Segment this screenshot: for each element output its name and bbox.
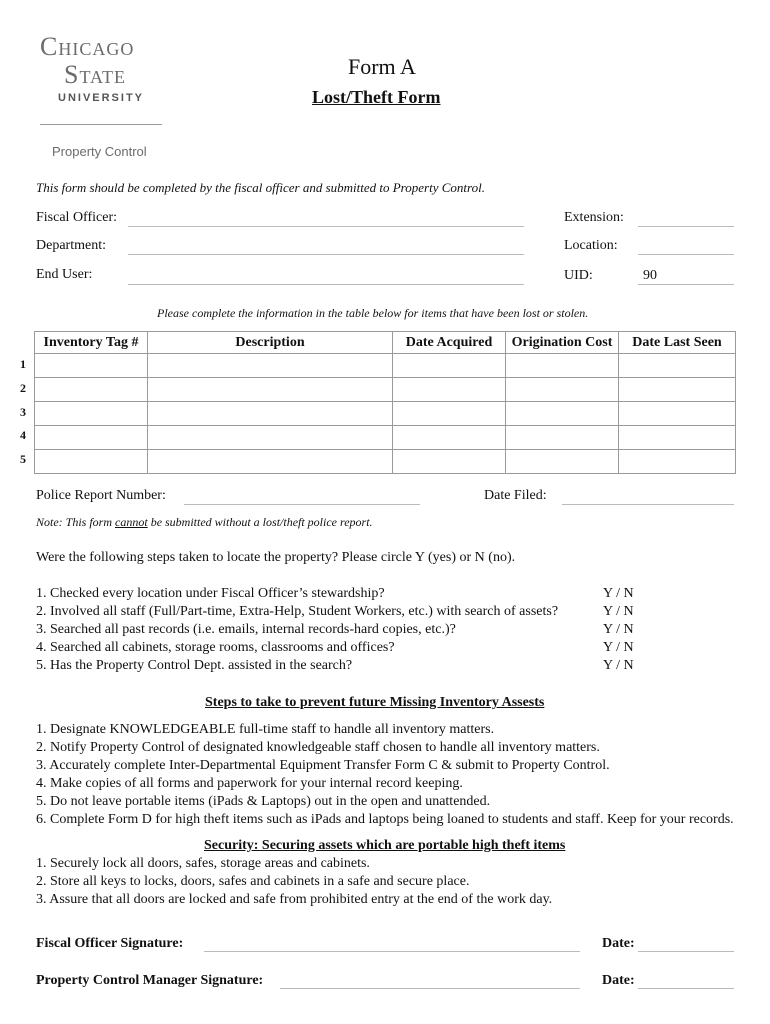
end-user-label: End User: xyxy=(36,267,93,282)
prevention-item: 1. Designate KNOWLEDGEABLE full-time staff to handle all inventory matters. xyxy=(36,722,495,737)
fiscal-officer-field[interactable] xyxy=(128,226,524,227)
row-number: 5 xyxy=(20,452,26,466)
yes-no-option[interactable]: Y / N xyxy=(603,622,634,637)
table-cell[interactable] xyxy=(35,354,148,378)
yes-no-option[interactable]: Y / N xyxy=(603,658,634,673)
table-cell[interactable] xyxy=(148,402,393,426)
table-row xyxy=(35,378,736,402)
uid-label: UID: xyxy=(564,268,593,283)
security-item: 3. Assure that all doors are locked and safe from prohibited entry at the end of the work day. xyxy=(36,892,553,907)
manager-signature-label: Property Control Manager Signature: xyxy=(36,973,264,988)
fiscal-signature-label: Fiscal Officer Signature: xyxy=(36,936,184,951)
logo-line-state: State xyxy=(64,60,127,89)
police-report-field[interactable] xyxy=(184,504,420,505)
table-cell[interactable] xyxy=(506,402,619,426)
steps-question: Were the following steps taken to locate the property? Please circle Y (yes) or N (no). xyxy=(36,550,516,565)
security-heading: Security: Securing assets which are portable high theft items xyxy=(204,838,566,853)
table-cell[interactable] xyxy=(393,426,506,450)
security-item: 1. Securely lock all doors, safes, storage areas and cabinets. xyxy=(36,856,370,871)
table-cell[interactable] xyxy=(393,450,506,474)
column-header: Inventory Tag # xyxy=(35,332,148,354)
fiscal-signature-field[interactable] xyxy=(204,951,580,952)
yes-no-option[interactable]: Y / N xyxy=(603,586,634,601)
step-item: 2. Involved all staff (Full/Part-time, Extra-Help, Student Workers, etc.) with search of assets? xyxy=(36,604,559,619)
manager-signature-field[interactable] xyxy=(280,988,580,989)
extension-field[interactable] xyxy=(638,226,734,227)
fiscal-date-label: Date: xyxy=(602,936,635,951)
table-cell[interactable] xyxy=(506,426,619,450)
inventory-table xyxy=(34,331,736,474)
police-note-prefix: Note: This form xyxy=(36,515,113,529)
logo-divider xyxy=(40,124,162,125)
table-cell[interactable] xyxy=(619,426,736,450)
police-report-label: Police Report Number: xyxy=(36,488,166,503)
table-cell[interactable] xyxy=(506,450,619,474)
manager-date-label: Date: xyxy=(602,973,635,988)
department-label: Department: xyxy=(36,238,106,253)
extension-label: Extension: xyxy=(564,210,624,225)
police-note-emphasis: cannot xyxy=(115,515,148,529)
table-cell[interactable] xyxy=(35,402,148,426)
step-item: 4. Searched all cabinets, storage rooms, classrooms and offices? xyxy=(36,640,395,655)
prevention-heading: Steps to take to prevent future Missing Inventory Assests xyxy=(205,695,545,710)
step-item: 1. Checked every location under Fiscal Officer’s stewardship? xyxy=(36,586,385,601)
intro-text: This form should be completed by the fiscal officer and submitted to Property Control. xyxy=(36,180,485,195)
step-item: 3. Searched all past records (i.e. emails, internal records-hard copies, etc.)? xyxy=(36,622,456,637)
form-title: Form A xyxy=(348,54,416,79)
yes-no-option[interactable]: Y / N xyxy=(603,604,634,619)
police-note-suffix: be submitted without a lost/theft police report. xyxy=(150,515,373,529)
column-header: Date Last Seen xyxy=(619,332,736,354)
table-cell[interactable] xyxy=(393,378,506,402)
department-field[interactable] xyxy=(128,254,524,255)
fiscal-officer-label: Fiscal Officer: xyxy=(36,210,117,225)
step-item: 5. Has the Property Control Dept. assisted in the search? xyxy=(36,658,353,673)
table-cell[interactable] xyxy=(619,378,736,402)
table-cell[interactable] xyxy=(35,378,148,402)
table-cell[interactable] xyxy=(35,450,148,474)
logo-department: Property Control xyxy=(52,144,147,159)
location-field[interactable] xyxy=(638,254,734,255)
row-number: 4 xyxy=(20,428,26,442)
security-item: 2. Store all keys to locks, doors, safes and cabinets in a safe and secure place. xyxy=(36,874,470,889)
manager-date-field[interactable] xyxy=(638,988,734,989)
fiscal-date-field[interactable] xyxy=(638,951,734,952)
yes-no-option[interactable]: Y / N xyxy=(603,640,634,655)
table-cell[interactable] xyxy=(619,354,736,378)
uid-value: 90 xyxy=(643,268,657,283)
table-row xyxy=(35,426,736,450)
prevention-item: 2. Notify Property Control of designated knowledgeable staff chosen to handle all inventory matters. xyxy=(36,740,600,755)
table-cell[interactable] xyxy=(148,378,393,402)
prevention-item: 6. Complete Form D for high theft items such as iPads and laptops being loaned to students and staff. Keep for your records. xyxy=(36,812,734,827)
table-cell[interactable] xyxy=(506,378,619,402)
column-header: Description xyxy=(148,332,393,354)
row-number: 3 xyxy=(20,405,26,419)
table-row xyxy=(35,354,736,378)
table-cell[interactable] xyxy=(619,402,736,426)
date-filed-label: Date Filed: xyxy=(484,488,547,503)
location-label: Location: xyxy=(564,238,618,253)
end-user-field[interactable] xyxy=(128,284,524,285)
prevention-item: 5. Do not leave portable items (iPads & Laptops) out in the open and unattended. xyxy=(36,794,491,809)
logo-line-university: UNIVERSITY xyxy=(58,92,145,104)
column-header: Date Acquired xyxy=(393,332,506,354)
row-number: 1 xyxy=(20,357,26,371)
table-cell[interactable] xyxy=(35,426,148,450)
table-cell[interactable] xyxy=(619,450,736,474)
table-cell[interactable] xyxy=(148,354,393,378)
table-header-row xyxy=(35,332,736,354)
row-number: 2 xyxy=(20,381,26,395)
table-instruction: Please complete the information in the table below for items that have been lost or stolen. xyxy=(157,306,589,320)
table-row xyxy=(35,450,736,474)
uid-field[interactable] xyxy=(638,284,734,285)
form-subtitle: Lost/Theft Form xyxy=(312,87,441,107)
table-cell[interactable] xyxy=(148,450,393,474)
prevention-item: 4. Make copies of all forms and paperwork for your internal record keeping. xyxy=(36,776,463,791)
table-cell[interactable] xyxy=(506,354,619,378)
prevention-item: 3. Accurately complete Inter-Departmental Equipment Transfer Form C & submit to Property Control. xyxy=(36,758,610,773)
table-cell[interactable] xyxy=(148,426,393,450)
date-filed-field[interactable] xyxy=(562,504,734,505)
logo-line-chicago: Chicago xyxy=(40,32,135,61)
table-cell[interactable] xyxy=(393,402,506,426)
column-header: Origination Cost xyxy=(506,332,619,354)
table-cell[interactable] xyxy=(393,354,506,378)
police-note xyxy=(36,515,373,530)
table-row xyxy=(35,402,736,426)
